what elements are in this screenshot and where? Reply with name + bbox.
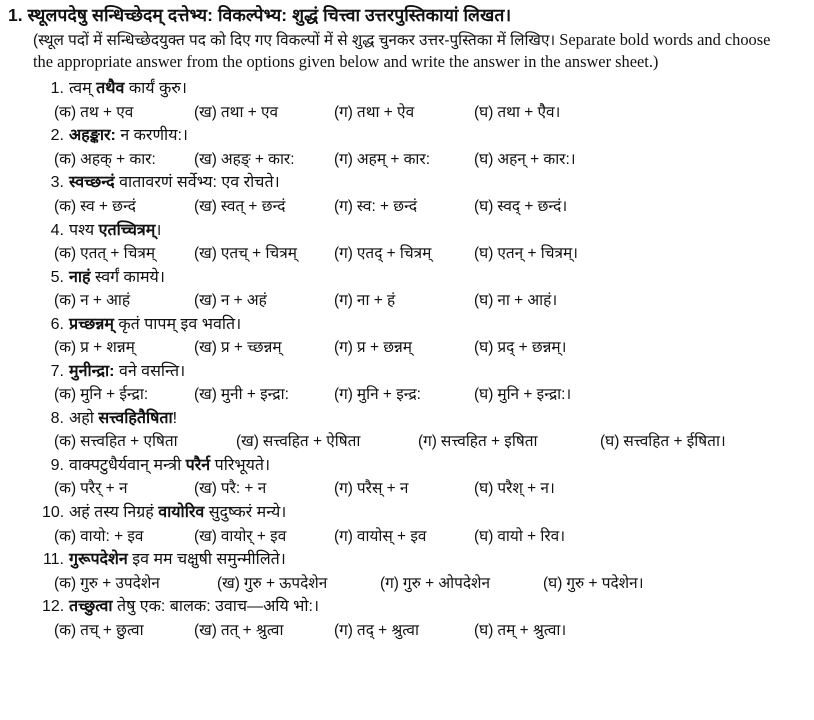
option-text: परैर् + न: [80, 480, 128, 498]
option-label: (ख): [194, 527, 217, 545]
option-text: गुरु + ओपदेशेन: [402, 574, 490, 592]
option-label: (ग): [334, 621, 353, 639]
option-choice[interactable]: [54, 243, 194, 265]
question-sentence: [69, 549, 808, 572]
question-bold-word: तथैव: [96, 80, 125, 98]
question-sentence-post: वातावरणं सर्वेभ्य: एव रोचते।: [114, 174, 280, 192]
option-label: (ख): [217, 574, 240, 592]
question-block: [6, 125, 808, 171]
option-text: स्व: + छन्दं: [356, 198, 417, 216]
option-row: [6, 478, 808, 500]
option-text: तत् + श्रुत्वा: [220, 621, 284, 639]
option-text: मुनि + इन्द्रा:।: [497, 386, 572, 404]
question-sentence-post: वने वसन्ति।: [114, 362, 186, 380]
question-sentence: [69, 361, 808, 384]
option-label: (क): [54, 151, 77, 169]
option-label: (ग): [334, 104, 353, 122]
option-text: स्वद् + छन्दं।: [497, 198, 568, 216]
option-label: (घ): [474, 621, 494, 639]
option-text: प्र + च्छन्नम्: [220, 339, 282, 357]
question-line: [6, 596, 808, 619]
question-block: [6, 502, 808, 548]
option-row: [6, 290, 808, 312]
option-label: (ख): [194, 339, 217, 357]
question-number: 6.: [50, 315, 64, 333]
option-choice[interactable]: [474, 196, 567, 218]
option-text: अहन् + कार:।: [497, 151, 576, 169]
option-choice[interactable]: [236, 431, 418, 453]
option-label: (ख): [194, 198, 217, 216]
question-block: [6, 78, 808, 124]
option-label: (क): [54, 104, 77, 122]
option-choice[interactable]: [194, 478, 334, 500]
question-sentence: [69, 172, 808, 195]
question-sentence: [69, 78, 808, 101]
question-sentence: [69, 502, 808, 525]
question-sentence-post: इव मम चक्षुषी समुन्मीलिते।: [127, 550, 286, 568]
option-text: गुरु + उपदेशेन: [80, 574, 160, 592]
option-text: एतत् + चित्रम्: [80, 245, 156, 263]
question-line: [6, 502, 808, 525]
question-bold-word: वायोरिव: [158, 503, 205, 521]
directive-english-gloss: Separate bold words and choose the appropriate answer from the options given below and write the answer in the answer sheet.): [33, 29, 771, 72]
option-text: गुरु + ऊपदेशेन: [243, 574, 328, 592]
option-choice[interactable]: [474, 290, 557, 312]
option-text: परै: + न: [220, 480, 267, 498]
option-choice[interactable]: [54, 620, 194, 642]
option-row: [6, 149, 808, 171]
question-sentence: [69, 408, 808, 431]
option-text: प्र + शन्नम्: [80, 339, 135, 357]
option-label: (क): [54, 527, 77, 545]
option-label: (घ): [474, 386, 494, 404]
question-sentence-pre: त्वम्: [69, 80, 97, 98]
directive-number: 1.: [8, 5, 23, 25]
option-choice[interactable]: [418, 431, 600, 453]
option-row: [6, 337, 808, 359]
option-choice[interactable]: [194, 243, 334, 265]
question-block: [6, 314, 808, 360]
option-text: प्र + छन्नम्: [356, 339, 412, 357]
option-choice[interactable]: [334, 478, 474, 500]
question-line: [6, 455, 808, 478]
question-line: [6, 361, 808, 384]
question-sentence-post: न करणीय:।: [115, 127, 188, 145]
option-text: वायोर् + इव: [220, 527, 287, 545]
option-choice[interactable]: [334, 243, 474, 265]
question-block: [6, 549, 808, 595]
option-choice[interactable]: [54, 290, 194, 312]
option-text: ना + हं: [356, 292, 396, 310]
option-choice[interactable]: [54, 384, 194, 406]
option-label: (ग): [334, 480, 353, 498]
option-label: (ख): [194, 621, 217, 639]
option-text: वायो + रिव।: [497, 527, 566, 545]
option-label: (ग): [334, 245, 353, 263]
option-row: [6, 384, 808, 406]
question-sentence-pre: पश्य: [69, 221, 99, 239]
question-block: [6, 220, 808, 266]
question-number: 10.: [42, 503, 65, 521]
question-list: [6, 78, 808, 642]
question-number: 9.: [50, 456, 64, 474]
option-label: (ख): [194, 245, 217, 263]
question-number: 3.: [50, 174, 64, 192]
question-number: 8.: [50, 409, 64, 427]
option-text: प्रद् + छन्नम्।: [497, 339, 567, 357]
question-line: [6, 220, 808, 243]
option-text: तच् + छुत्वा: [80, 621, 144, 639]
option-choice[interactable]: [334, 149, 474, 171]
option-choice[interactable]: [194, 196, 334, 218]
directive-sanskrit-text: स्थूलपदेषु सन्धिच्छेदम् दत्तेभ्य: विकल्पेभ्य: शुद्धं चित्त्वा उत्तरपुस्तिकायां लिखत।: [27, 5, 512, 25]
option-label: (घ): [474, 151, 494, 169]
question-number: 2.: [50, 127, 64, 145]
question-number: 4.: [50, 221, 64, 239]
option-label: (क): [54, 621, 77, 639]
option-choice[interactable]: [474, 620, 566, 642]
option-label: (घ): [474, 104, 494, 122]
option-text: परैश् + न।: [497, 480, 555, 498]
option-text: मुनि + इन्द्र:: [356, 386, 421, 404]
option-label: (घ): [600, 433, 620, 451]
question-bold-word: नाहं: [69, 268, 91, 286]
option-text: स्व + छन्दं: [80, 198, 136, 216]
question-number: 1.: [50, 80, 64, 98]
option-text: गुरु + पदेशेन।: [566, 574, 644, 592]
option-choice[interactable]: [474, 478, 555, 500]
option-label: (क): [54, 245, 77, 263]
question-sentence-pre: वाक्पटुधैर्यवान् मन्त्री: [69, 456, 186, 474]
question-sentence: [69, 596, 808, 619]
question-bold-word: एतच्चित्रम्: [98, 221, 156, 239]
question-number: 7.: [50, 362, 64, 380]
question-bold-word: तच्छुत्वा: [69, 597, 113, 615]
option-label: (घ): [543, 574, 563, 592]
question-sentence-post: !: [172, 409, 178, 427]
option-label: (क): [54, 386, 77, 404]
option-text: तथा + एव: [220, 104, 279, 122]
question-line: [6, 125, 808, 148]
directive-gloss: [6, 29, 808, 74]
option-label: (क): [54, 339, 77, 357]
option-text: अहक् + कार:: [80, 151, 156, 169]
question-bold-word: गुरूपदेशेन: [69, 550, 128, 568]
option-text: एतच् + चित्रम्: [220, 245, 297, 263]
question-bold-word: मुनीन्द्रा:: [69, 362, 115, 380]
option-choice[interactable]: [217, 573, 380, 595]
option-label: (घ): [474, 292, 494, 310]
question-block: [6, 361, 808, 407]
option-text: सत्त्वहित + एषिता: [80, 433, 178, 451]
question-sentence: [69, 314, 808, 337]
question-block: [6, 408, 808, 454]
option-label: (क): [54, 198, 77, 216]
directive-hindi-gloss: (स्थूल पदों में सन्धिच्छेदयुक्त पद को दिए गए विकल्पों में से शुद्ध चुनकर उत्तर-पुस्तिका में लिखिए।: [33, 31, 556, 49]
option-label: (ख): [194, 386, 217, 404]
question-bold-word: परैर्न: [185, 456, 211, 474]
option-choice[interactable]: [334, 526, 474, 548]
option-row: [6, 573, 808, 595]
option-choice[interactable]: [474, 384, 571, 406]
option-choice[interactable]: [474, 243, 578, 265]
question-sentence-post: परिभूयते।: [210, 456, 271, 474]
option-choice[interactable]: [380, 573, 543, 595]
option-row: [6, 620, 808, 642]
question-line: [6, 314, 808, 337]
option-choice[interactable]: [194, 384, 334, 406]
option-choice[interactable]: [334, 620, 474, 642]
option-choice[interactable]: [54, 431, 236, 453]
option-label: (ग): [418, 433, 437, 451]
option-label: (क): [54, 292, 77, 310]
option-choice[interactable]: [54, 478, 194, 500]
option-text: ना + आहं।: [497, 292, 558, 310]
question-number: 5.: [50, 268, 64, 286]
question-line: [6, 549, 808, 572]
question-sentence-post: कार्यं कुरु।: [124, 80, 187, 98]
option-text: सत्त्वहित + इषिता: [440, 433, 538, 451]
option-label: (ग): [334, 198, 353, 216]
option-label: (घ): [474, 245, 494, 263]
option-choice[interactable]: [194, 149, 334, 171]
option-label: (ग): [380, 574, 399, 592]
option-label: (ख): [194, 480, 217, 498]
question-sentence-post: ।: [155, 221, 162, 239]
question-block: [6, 455, 808, 501]
question-block: [6, 596, 808, 642]
question-block: [6, 172, 808, 218]
option-choice[interactable]: [600, 431, 726, 453]
question-number: 11.: [42, 550, 64, 568]
question-bold-word: प्रच्छन्नम्: [69, 315, 114, 333]
option-choice[interactable]: [334, 196, 474, 218]
option-text: न + अहं: [220, 292, 267, 310]
option-text: एतन् + चित्रम्।: [497, 245, 579, 263]
option-choice[interactable]: [54, 149, 194, 171]
option-label: (क): [54, 433, 77, 451]
option-choice[interactable]: [474, 337, 566, 359]
option-text: तम् + श्रुत्वा।: [497, 621, 567, 639]
question-sentence-post: कृतं पापम् इव भवति।: [113, 315, 242, 333]
option-label: (ख): [194, 292, 217, 310]
question-line: [6, 172, 808, 195]
question-bold-word: स्वच्छन्दं: [69, 174, 115, 192]
option-choice[interactable]: [194, 620, 334, 642]
option-label: (क): [54, 574, 77, 592]
option-label: (ख): [236, 433, 259, 451]
option-label: (ग): [334, 339, 353, 357]
option-choice[interactable]: [474, 149, 576, 171]
question-sentence: [69, 125, 808, 148]
question-line: [6, 408, 808, 431]
option-text: अहङ् + कार:: [220, 151, 295, 169]
question-sentence-pre: अहं तस्य निग्रहं: [69, 503, 159, 521]
option-label: (घ): [474, 339, 494, 357]
option-label: (घ): [474, 480, 494, 498]
option-row: [6, 102, 808, 124]
option-text: तथ + एव: [80, 104, 134, 122]
option-text: तथा + ऐैव।: [497, 104, 561, 122]
option-label: (घ): [474, 198, 494, 216]
option-text: मुनी + इन्द्रा:: [220, 386, 289, 404]
option-text: तद् + श्रुत्वा: [356, 621, 419, 639]
option-choice[interactable]: [54, 196, 194, 218]
option-row: [6, 196, 808, 218]
option-text: स्वत् + छन्दं: [220, 198, 286, 216]
option-text: अहम् + कार:: [356, 151, 430, 169]
option-row: [6, 526, 808, 548]
question-sentence: [69, 455, 808, 478]
question-line: [6, 78, 808, 101]
option-label: (ग): [334, 292, 353, 310]
question-sentence-pre: अहो: [69, 409, 99, 427]
option-text: मुनि + ईन्द्रा:: [80, 386, 149, 404]
option-label: (घ): [474, 527, 494, 545]
option-choice[interactable]: [543, 573, 644, 595]
question-sentence-post: सुदुष्करं मन्ये।: [204, 503, 287, 521]
option-choice[interactable]: [334, 290, 474, 312]
question-sentence: [69, 220, 808, 243]
option-text: एतद् + चित्रम्: [356, 245, 432, 263]
option-choice[interactable]: [474, 102, 560, 124]
question-bold-word: अहङ्कार:: [69, 127, 116, 145]
option-label: (ग): [334, 527, 353, 545]
option-row: [6, 243, 808, 265]
option-choice[interactable]: [194, 337, 334, 359]
option-label: (ग): [334, 151, 353, 169]
question-bold-word: सत्त्वहितैषिता: [98, 409, 173, 427]
option-label: (ख): [194, 151, 217, 169]
option-choice[interactable]: [54, 526, 194, 548]
option-choice[interactable]: [194, 526, 334, 548]
option-choice[interactable]: [474, 526, 565, 548]
option-text: सत्त्वहित + ईषिता।: [623, 433, 726, 451]
directive-heading: [6, 4, 808, 27]
option-label: (ग): [334, 386, 353, 404]
option-choice[interactable]: [194, 290, 334, 312]
option-choice[interactable]: [334, 102, 474, 124]
question-number: 12.: [42, 597, 65, 615]
option-row: [6, 431, 808, 453]
option-text: सत्त्वहित + ऐषिता: [262, 433, 361, 451]
question-line: [6, 267, 808, 290]
option-choice[interactable]: [194, 102, 334, 124]
option-choice[interactable]: [54, 337, 194, 359]
question-sentence-post: स्वर्गं कामये।: [90, 268, 165, 286]
option-label: (ख): [194, 104, 217, 122]
option-label: (क): [54, 480, 77, 498]
option-text: तथा + ऐव: [356, 104, 415, 122]
option-choice[interactable]: [54, 102, 194, 124]
option-choice[interactable]: [54, 573, 217, 595]
option-text: वायोस् + इव: [356, 527, 427, 545]
option-text: वायो: + इव: [80, 527, 144, 545]
option-text: परैस् + न: [356, 480, 409, 498]
option-choice[interactable]: [334, 337, 474, 359]
question-sentence-post: तेषु एक: बालक: उवाच—अयि भो:।: [112, 597, 320, 615]
question-sentence: [69, 267, 808, 290]
option-choice[interactable]: [334, 384, 474, 406]
option-text: न + आहं: [80, 292, 131, 310]
question-block: [6, 267, 808, 313]
